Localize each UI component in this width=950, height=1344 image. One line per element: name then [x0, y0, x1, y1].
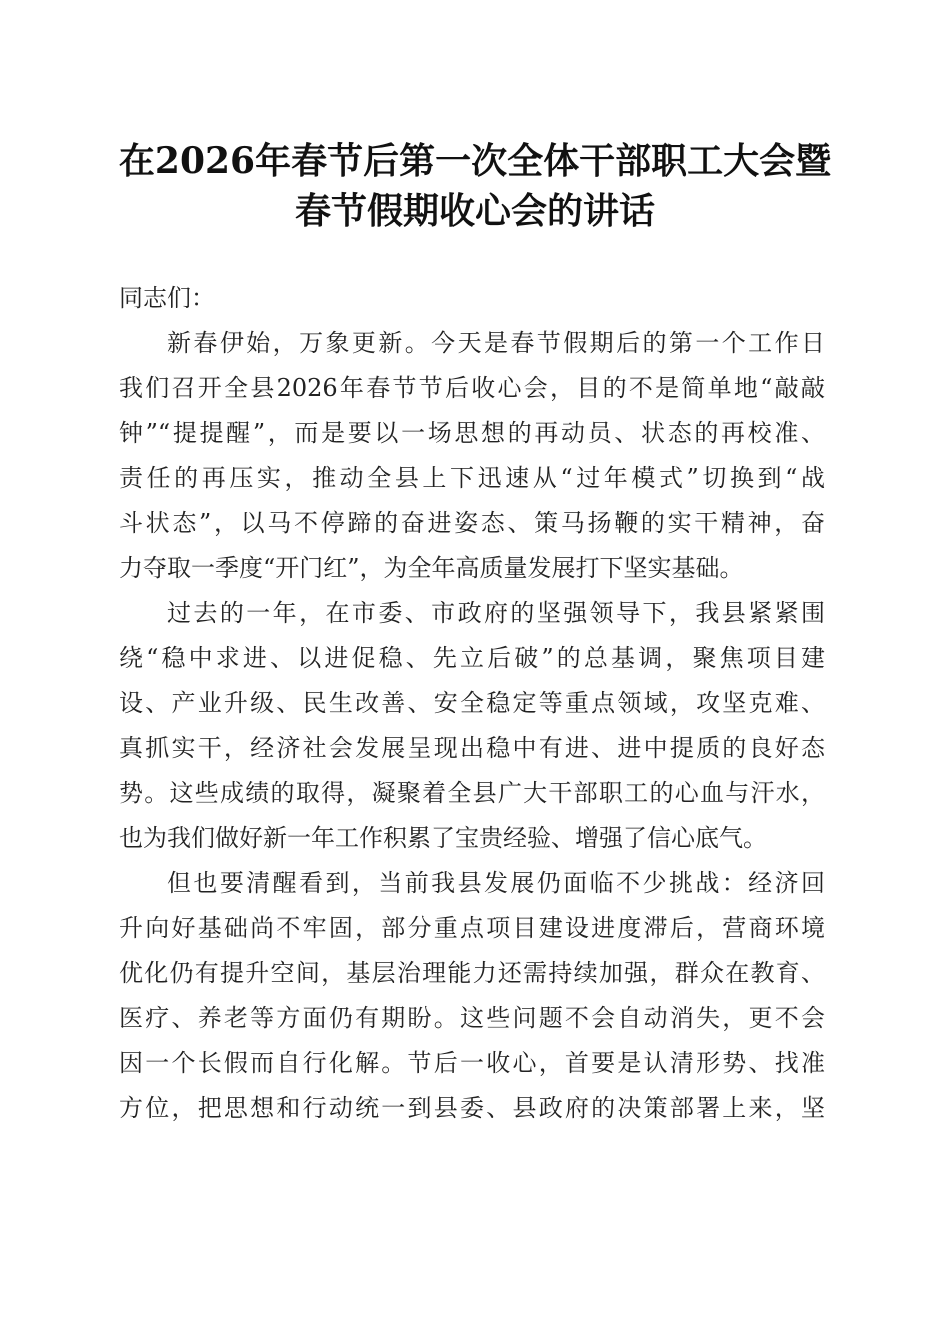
- paragraph-line: 真抓实干，经济社会发展呈现出稳中有进、进中提质的良好态: [119, 734, 825, 762]
- paragraph-line: 责任的再压实，推动全县上下迅速从“过年模式”切换到“战: [119, 464, 825, 492]
- paragraph-1: [119, 321, 825, 591]
- paragraph-line: 我们召开全县2026年春节节后收心会，目的不是简单地“敲敲: [119, 374, 825, 402]
- title-line: 在2026年春节后第一次全体干部职工大会暨: [118, 140, 832, 182]
- paragraph-line: 优化仍有提升空间，基层治理能力还需持续加强，群众在教育、: [119, 959, 825, 987]
- title-line: 春节假期收心会的讲话: [294, 190, 655, 232]
- paragraph-line: 医疗、养老等方面仍有期盼。这些问题不会自动消失，更不会: [119, 1004, 825, 1032]
- paragraph-line: 设、产业升级、民生改善、安全稳定等重点领域，攻坚克难、: [119, 689, 825, 717]
- paragraph-line: 过去的一年，在市委、市政府的坚强领导下，我县紧紧围: [167, 599, 825, 627]
- paragraph-line: 力夺取一季度“开门红”，为全年高质量发展打下坚实基础。: [119, 554, 744, 582]
- paragraph-line: 斗状态”，以马不停蹄的奋进姿态、策马扬鞭的实干精神，奋: [119, 509, 825, 537]
- paragraph-2: [119, 591, 825, 861]
- paragraph-line: 升向好基础尚不牢固，部分重点项目建设进度滞后，营商环境: [119, 914, 825, 942]
- paragraph-line: 绕“稳中求进、以进促稳、先立后破”的总基调，聚焦项目建: [119, 644, 825, 672]
- salutation: 同志们：: [119, 284, 215, 312]
- paragraph-3: [119, 861, 825, 1131]
- paragraph-line: 因一个长假而自行化解。节后一收心，首要是认清形势、找准: [119, 1049, 825, 1077]
- paragraph-line: 钟”“提提醒”，而是要以一场思想的再动员、状态的再校准、: [119, 419, 825, 447]
- paragraph-line: 势。这些成绩的取得，凝聚着全县广大干部职工的心血与汗水，: [119, 779, 825, 807]
- paragraph-line: 但也要清醒看到，当前我县发展仍面临不少挑战：经济回: [167, 869, 825, 897]
- paragraph-line: 方位，把思想和行动统一到县委、县政府的决策部署上来，坚: [119, 1094, 825, 1122]
- document-title: [100, 136, 850, 236]
- paragraph-line: 新春伊始，万象更新。今天是春节假期后的第一个工作日: [167, 329, 825, 357]
- paragraph-line: 也为我们做好新一年工作积累了宝贵经验、增强了信心底气。: [119, 824, 767, 852]
- document-body: [119, 276, 825, 1131]
